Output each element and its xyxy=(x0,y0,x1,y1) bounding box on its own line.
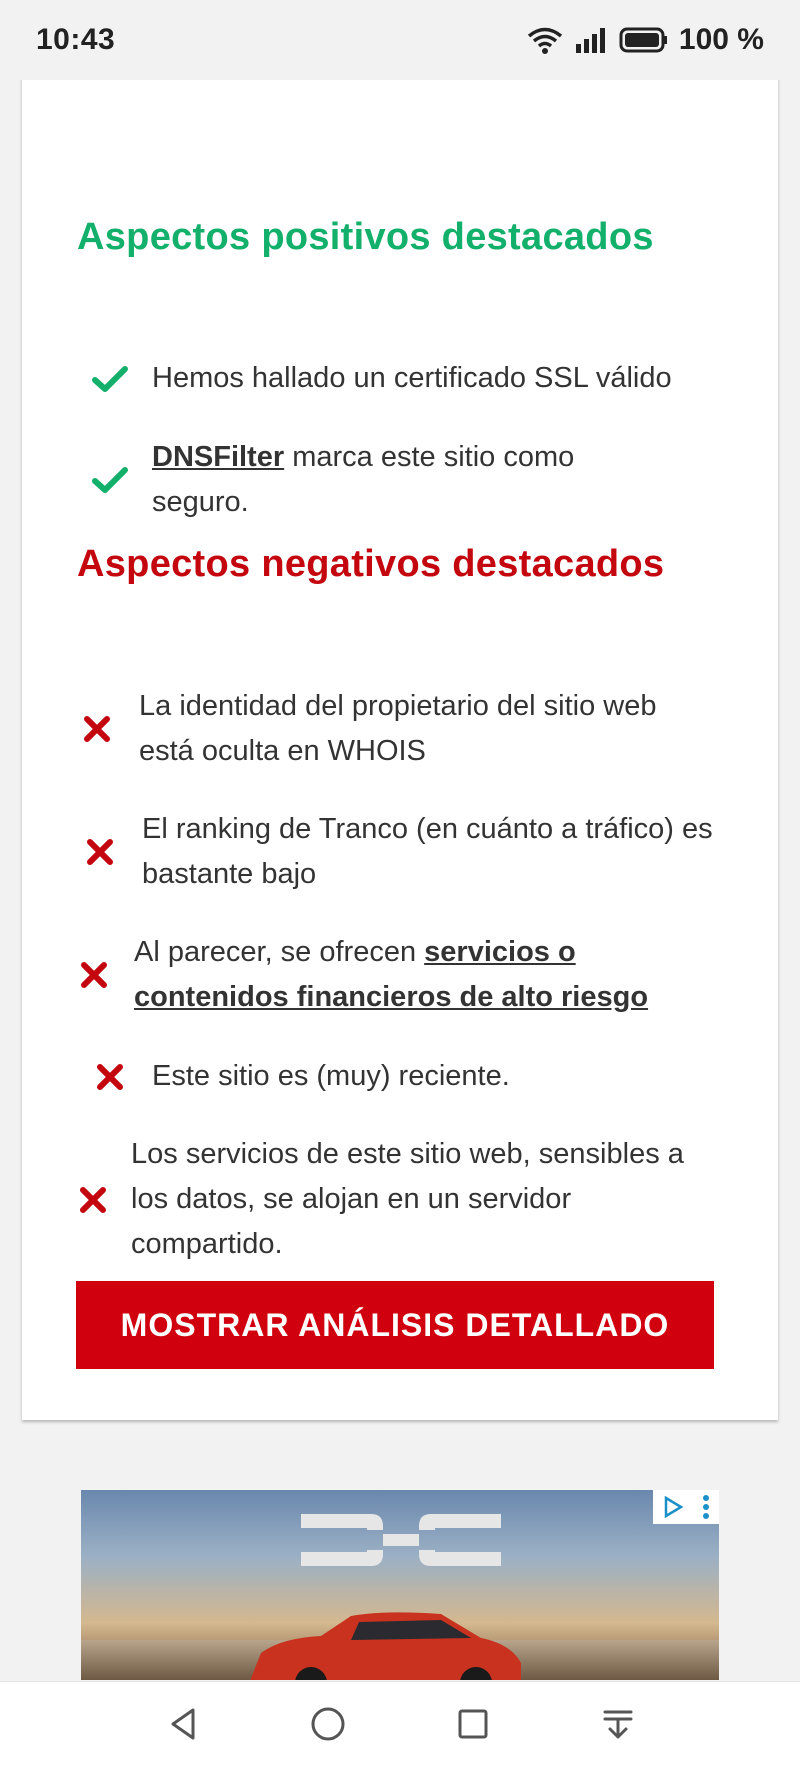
cross-icon xyxy=(77,715,117,743)
negative-item xyxy=(74,930,734,1020)
status-icons xyxy=(525,23,764,57)
back-icon[interactable] xyxy=(167,1706,199,1742)
negative-item xyxy=(90,1054,750,1099)
cross-icon xyxy=(80,838,120,866)
car-image xyxy=(241,1608,531,1680)
negative-item xyxy=(73,1132,743,1267)
home-icon[interactable] xyxy=(310,1706,346,1742)
battery-icon xyxy=(619,26,669,54)
ad-badge[interactable] xyxy=(653,1490,719,1524)
positive-item xyxy=(90,356,750,401)
system-nav-bar xyxy=(0,1681,800,1765)
recents-button[interactable] xyxy=(443,1694,503,1754)
negative-heading: Aspectos negativos destacados xyxy=(77,543,665,585)
cross-icon xyxy=(90,1063,130,1091)
site-analysis-card xyxy=(22,60,778,1420)
notifications-pull-button[interactable] xyxy=(588,1694,648,1754)
negative-item xyxy=(77,684,737,774)
back-button[interactable] xyxy=(153,1694,213,1754)
status-time: 10:43 xyxy=(36,23,116,56)
negative-item-text: La identidad del propietario del sitio web está oculta en WHOIS xyxy=(139,690,657,767)
dacia-logo xyxy=(301,1510,501,1570)
check-icon xyxy=(90,365,130,393)
positive-heading: Aspectos positivos destacados xyxy=(77,216,654,258)
negative-item-text: El ranking de Tranco (en cuánto a tráfico) es bastante bajo xyxy=(142,813,713,890)
home-button[interactable] xyxy=(298,1694,358,1754)
check-icon xyxy=(90,466,130,494)
more-vertical-icon[interactable] xyxy=(701,1494,711,1520)
positive-item-text: Hemos hallado un certificado SSL válido xyxy=(152,362,672,394)
dnsfilter-link[interactable]: DNSFilter xyxy=(152,441,285,473)
notifications-pull-icon[interactable] xyxy=(601,1707,635,1741)
signal-icon xyxy=(575,26,609,54)
recents-icon[interactable] xyxy=(457,1708,489,1740)
cross-icon xyxy=(73,1186,113,1214)
battery-percent: 100 % xyxy=(678,23,764,56)
high-risk-financial-link[interactable]: servicios o contenidos financieros de alto riesgo xyxy=(134,936,649,1013)
negative-item-text: Este sitio es (muy) reciente. xyxy=(152,1060,510,1092)
wifi-icon xyxy=(525,25,565,55)
negative-item-text: Los servicios de este sitio web, sensibles a los datos, se alojan en un servidor compartido. xyxy=(131,1138,684,1260)
show-detailed-analysis-button[interactable]: MOSTRAR ANÁLISIS DETALLADO xyxy=(76,1281,714,1369)
cross-icon xyxy=(74,961,114,989)
negative-item xyxy=(80,807,740,897)
ad-banner[interactable] xyxy=(81,1490,719,1680)
positive-item-text: DNSFilter marca este sitio como seguro. xyxy=(152,441,575,518)
negative-item-text: Al parecer, se ofrecen servicios o contenidos financieros de alto riesgo xyxy=(134,936,649,1013)
status-bar xyxy=(0,0,800,80)
positive-item xyxy=(90,435,650,525)
adchoices-icon[interactable] xyxy=(661,1495,685,1519)
